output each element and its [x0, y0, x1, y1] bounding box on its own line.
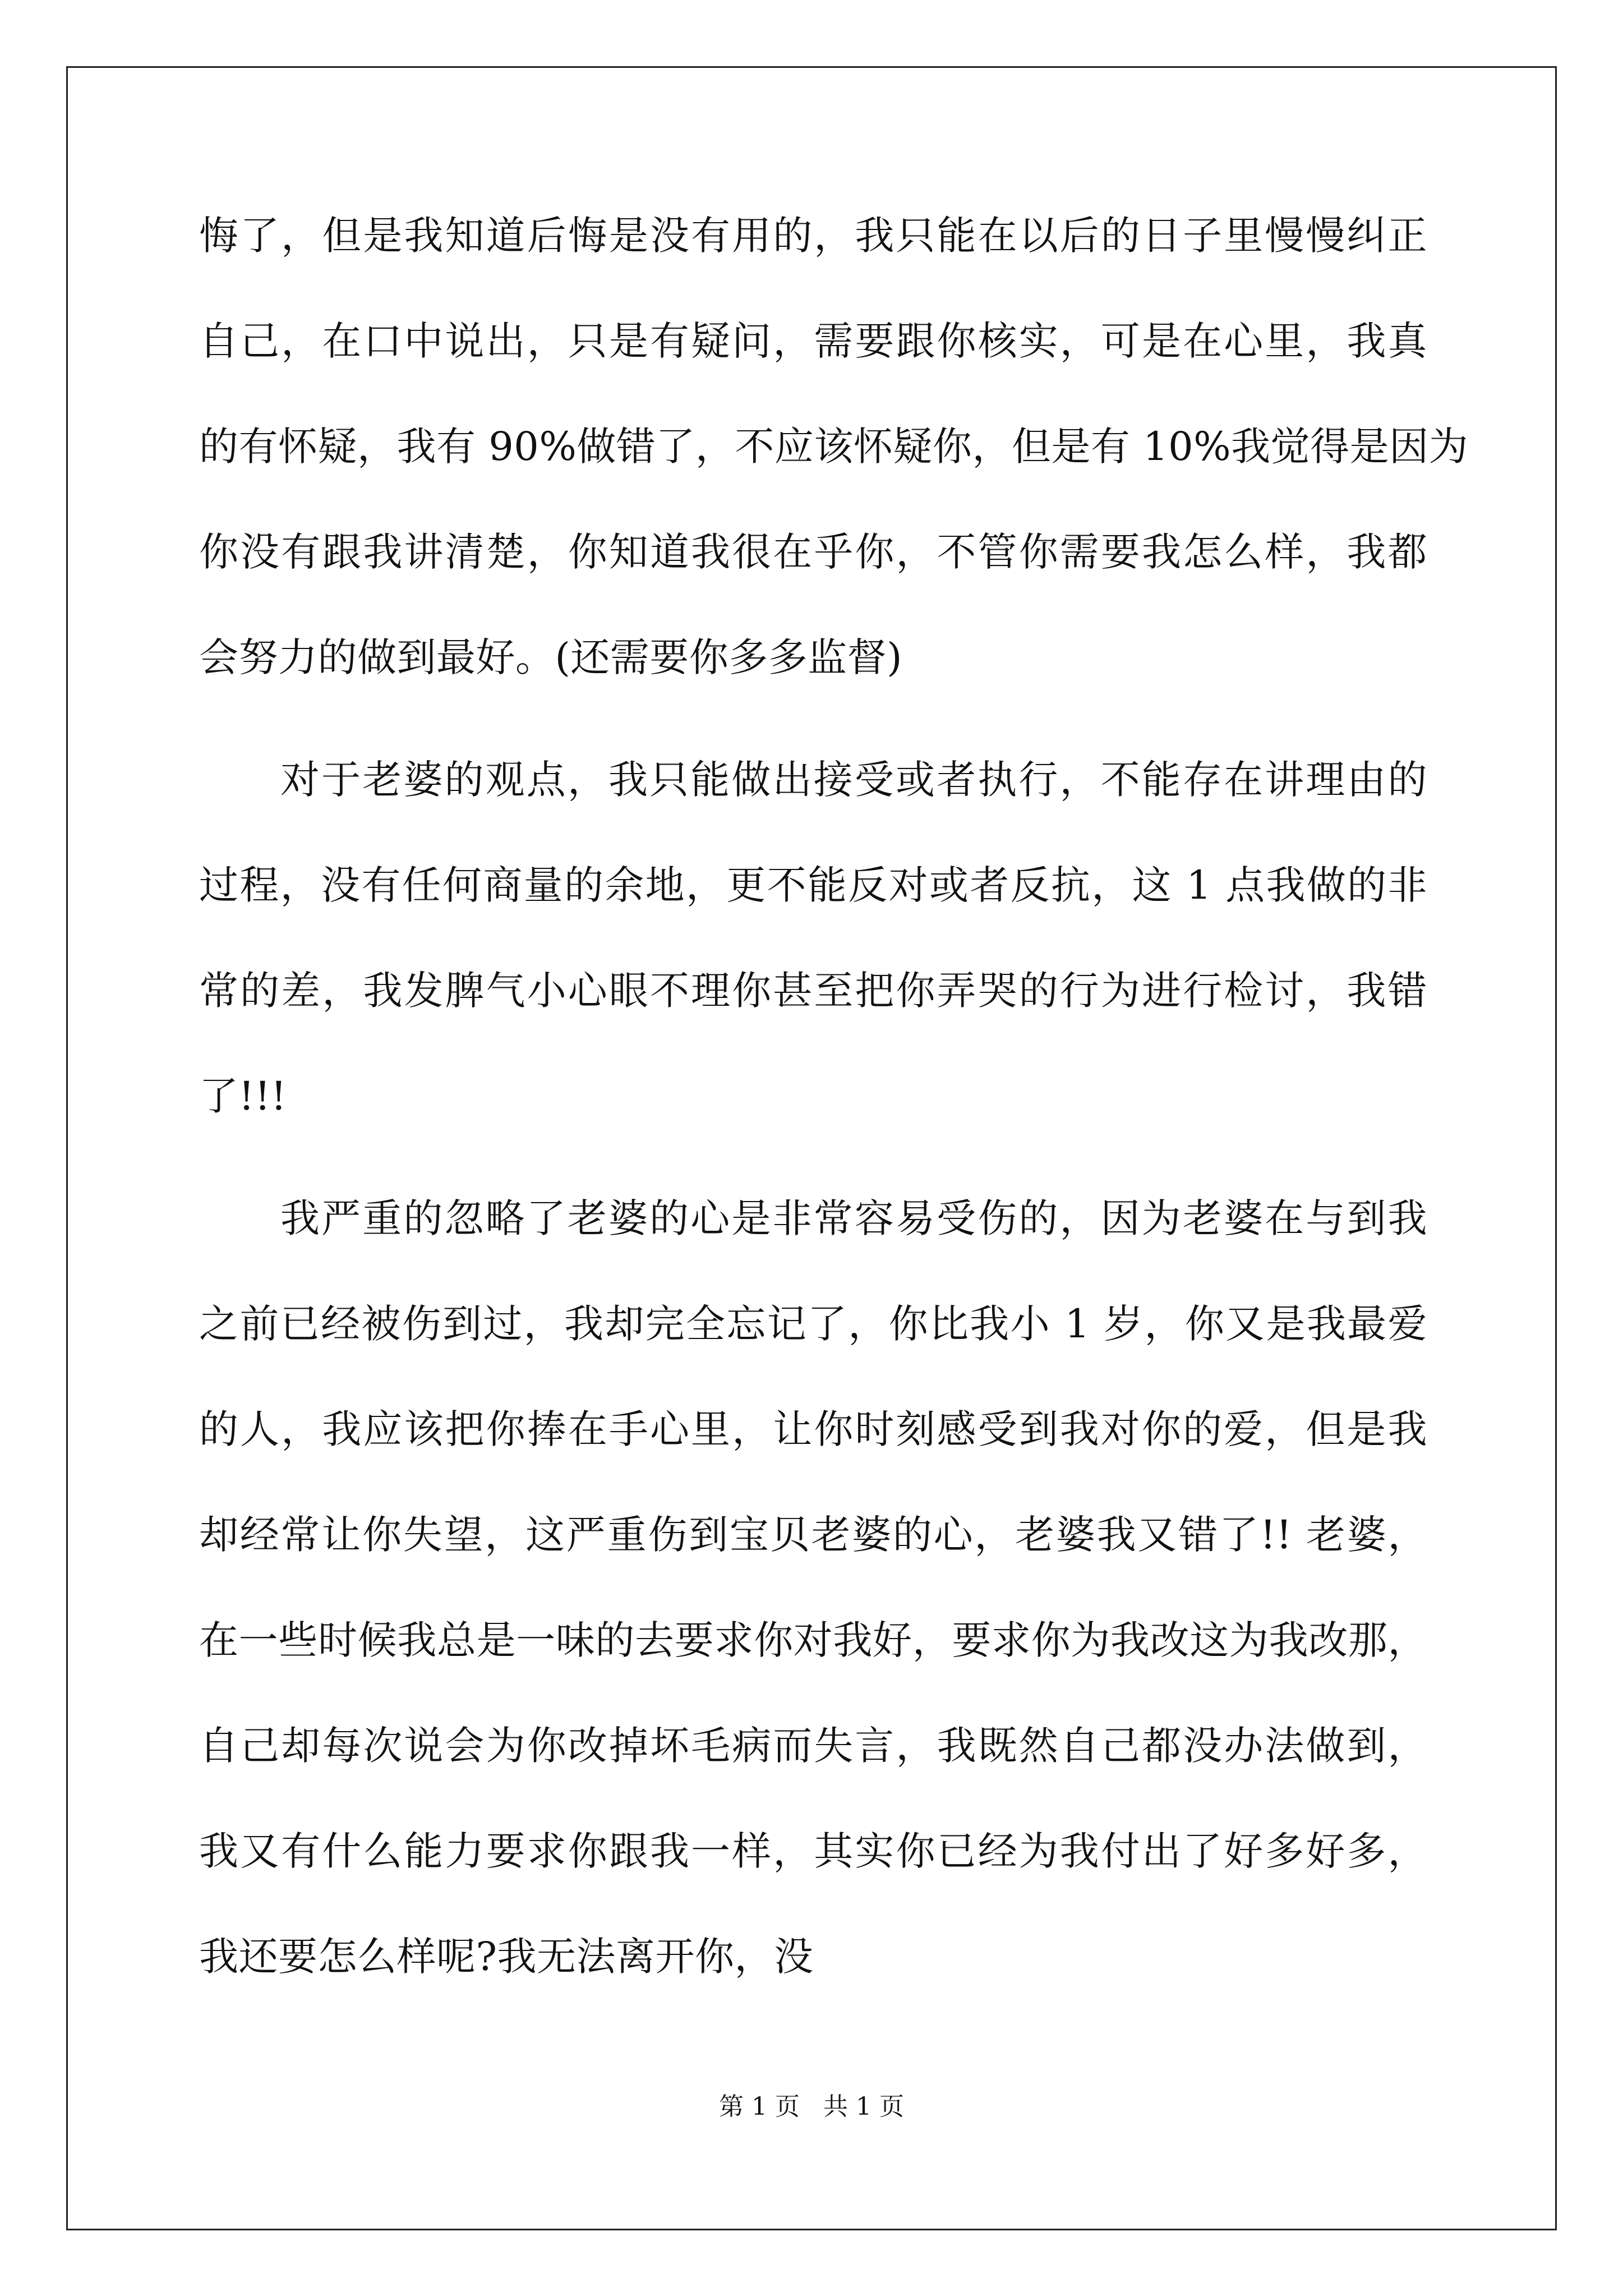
text-line: 我又有什么能力要求你跟我一样，其实你已经为我付出了好多好多， — [199, 1828, 1427, 1874]
text-line: 会努力的做到最好。(还需要你多多监督) — [199, 634, 903, 680]
page-number-total: 共 1 页 — [823, 2092, 904, 2121]
text-line: 在一些时候我总是一味的去要求你对我好，要求你为我改这为我改那， — [199, 1617, 1427, 1663]
text-line: 对于老婆的观点，我只能做出接受或者执行，不能存在讲理由的 — [280, 757, 1427, 803]
text-line: 常的差，我发脾气小心眼不理你甚至把你弄哭的行为进行检讨，我错 — [199, 968, 1427, 1014]
text-line: 自己却每次说会为你改掉坏毛病而失言，我既然自己都没办法做到， — [199, 1723, 1427, 1769]
text-line: 自己，在口中说出，只是有疑问，需要跟你核实，可是在心里，我真 — [199, 318, 1427, 364]
text-line: 却经常让你失望，这严重伤到宝贝老婆的心，老婆我又错了!! 老婆， — [199, 1512, 1427, 1558]
page-footer — [0, 2091, 1623, 2123]
text-line: 了!!! — [199, 1073, 287, 1119]
text-line: 的有怀疑，我有 90%做错了，不应该怀疑你，但是有 10%我觉得是因为 — [199, 424, 1469, 470]
text-line: 过程，没有任何商量的余地，更不能反对或者反抗，这 1 点我做的非 — [199, 862, 1427, 908]
page-border — [66, 66, 1557, 2230]
text-line: 悔了，但是我知道后悔是没有用的，我只能在以后的日子里慢慢纠正 — [199, 213, 1427, 259]
text-line: 你没有跟我讲清楚，你知道我很在乎你，不管你需要我怎么样，我都 — [199, 529, 1427, 575]
text-line: 之前已经被伤到过，我却完全忘记了，你比我小 1 岁，你又是我最爱 — [199, 1301, 1427, 1347]
text-line: 我严重的忽略了老婆的心是非常容易受伤的，因为老婆在与到我 — [280, 1195, 1427, 1241]
page-number-current: 第 1 页 — [719, 2092, 800, 2121]
text-line: 我还要怎么样呢?我无法离开你，没 — [199, 1934, 814, 1980]
text-line: 的人，我应该把你捧在手心里，让你时刻感受到我对你的爱，但是我 — [199, 1406, 1427, 1452]
